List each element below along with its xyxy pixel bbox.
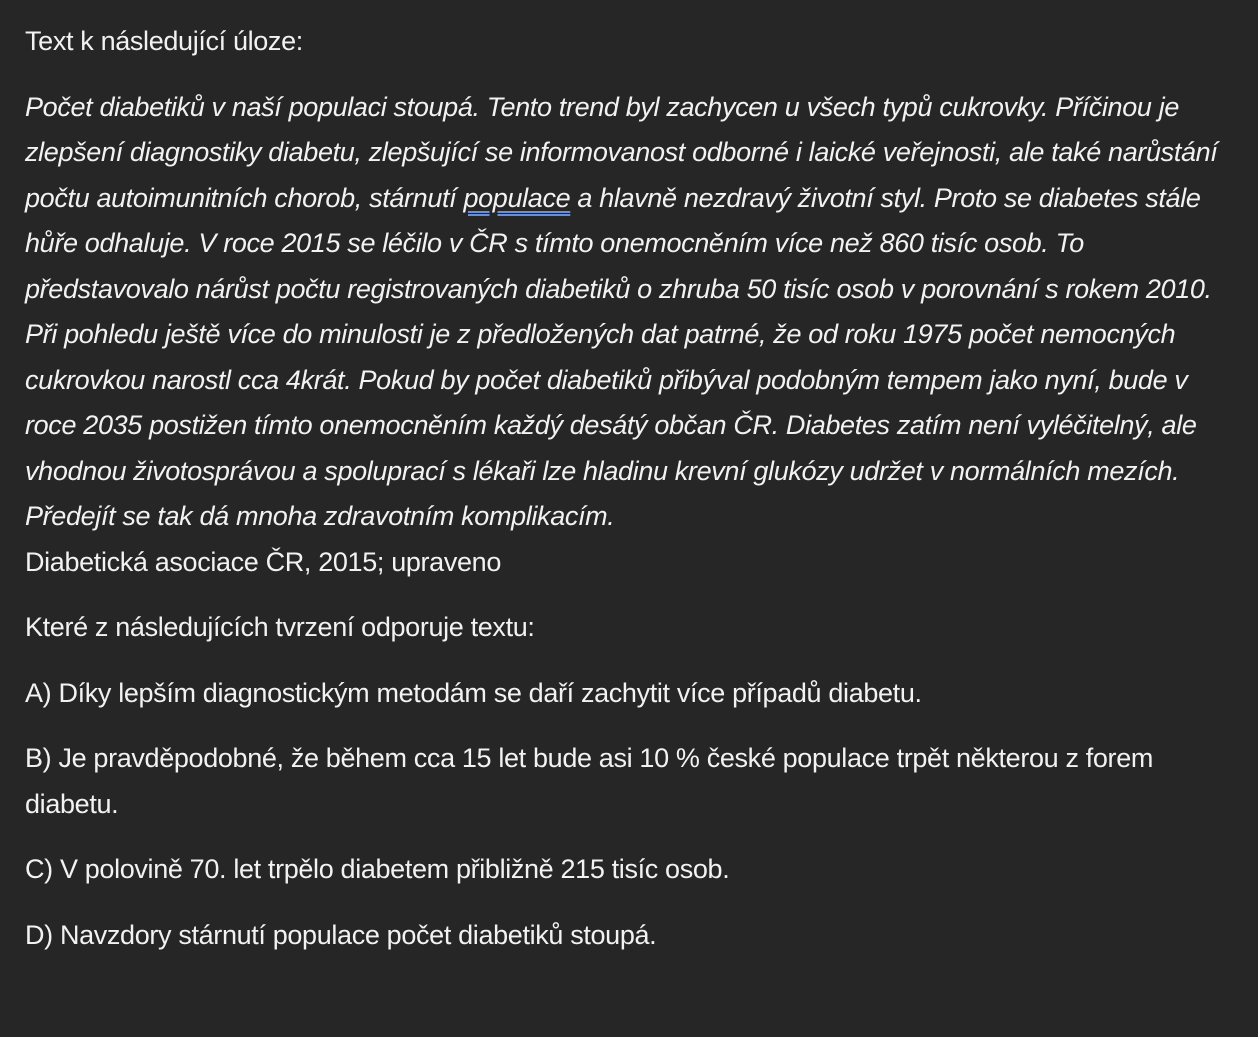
passage-source: Diabetická asociace ČR, 2015; upraveno <box>25 546 501 577</box>
intro-heading: Text k následující úloze: <box>25 26 303 56</box>
option-a: A) Díky lepším diagnostickým metodám se daří zachytit více případů diabetu. <box>25 677 922 708</box>
option-d: D) Navzdory stárnutí populace počet diabetiků stoupá. <box>25 919 657 950</box>
question-text: Které z následujících tvrzení odporuje textu: <box>25 612 535 642</box>
passage-text-part-2: a hlavně nezdravý životní styl. Proto se diabetes stále hůře odhaluje. V roce 2015 se léčilo v ČR s tímto onemocněním více než 860 tisíc osob. To představovalo nárůst počtu registrovaných diabetiků o zhruba 50 tisíc osob v porovnání s rokem 2010. Při pohledu ještě více do minulosti je z předložených dat patrné, že od roku 1975 počet nemocných cukrovkou narostl cca 4krát. Pokud by počet diabetiků přibýval podobným tempem jako nyní, bude v roce 2035 postižen tímto onemocněním každý desátý občan ČR. Diabetes zatím není vyléčitelný, ale vhodnou životosprávou a spoluprací s lékaři lze hladinu krevní glukózy udržet v normálních mezích. Předejít se tak dá mnoha zdravotním komplikacím. <box>25 182 1212 531</box>
passage <box>25 85 1238 586</box>
option-c: C) V polovině 70. let trpělo diabetem přibližně 215 tisíc osob. <box>25 854 730 884</box>
passage-text-part-1: Počet diabetiků v naší populaci stoupá. Tento trend byl zachycen u všech typů cukrovky. Příčinou je zlepšení diagnostiky diabetu, zlepšující se informovanost odborné i laické veřejnosti, ale také narůstání počtu autoimunitních chorob, stárnutí <box>25 91 1218 213</box>
spellcheck-word-populace[interactable]: populace <box>463 182 571 213</box>
option-b: B) Je pravděpodobné, že během cca 15 let bude asi 10 % české populace trpět některou z forem diabetu. <box>25 743 1154 819</box>
